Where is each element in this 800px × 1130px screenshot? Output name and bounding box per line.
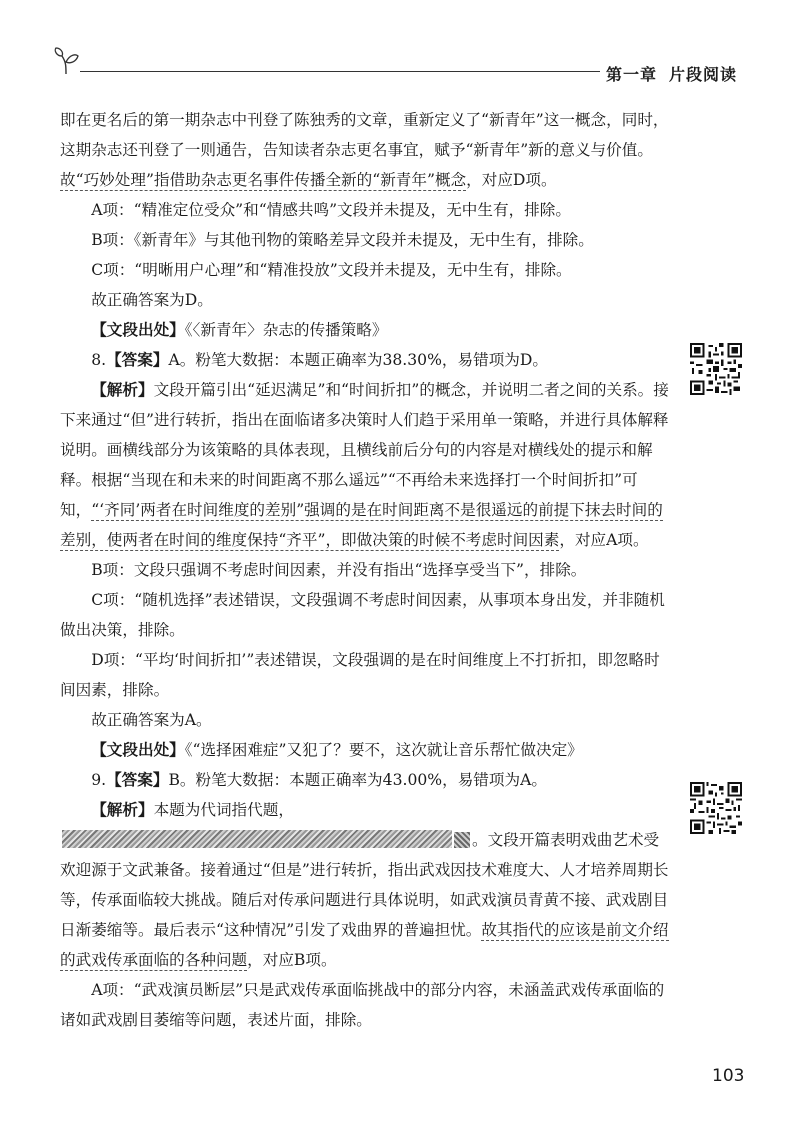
paragraph: A项：“武戏演员断层”只是武戏传承面临挑战中的部分内容，未涵盖武戏传承面临的诸如武戏剧目萎缩等问题，表述片面，排除。 [60, 981, 665, 1029]
answer-text: A。粉笔大数据：本题正确率为38.30%，易错项为D。 [168, 351, 548, 369]
answer-label: 【答案】 [106, 770, 169, 789]
dashed-underline-text: “‘齐同’两者在时间维度的差别”强调的是在时间距离不是很遥远的前提下抹去时间的差别，使两者在时间的维度保持“齐平”，即做决策的时候不考虑时间因素 [60, 501, 663, 549]
paragraph: B项：《新青年》与其他刊物的策略差异文段并未提及，无中生有，排除。 [91, 231, 594, 249]
leaf-icon [52, 46, 80, 76]
qr-code-icon[interactable] [690, 343, 742, 395]
header-rule [80, 71, 600, 72]
dashed-underline-text: 故“巧妙处理”指借助杂志更名事件传播全新的“新青年”概念 [60, 171, 467, 189]
paragraph: B项：文段只强调不考虑时间因素，并没有指出“选择享受当下”，排除。 [91, 561, 587, 579]
source-label: 【文段出处】 [91, 320, 185, 339]
analysis-label: 【解析】 [91, 800, 154, 819]
answer-line [60, 345, 672, 375]
source-title: 《〈新青年〉杂志的传播策略》 [184, 321, 388, 339]
question-number: 8. [91, 351, 107, 369]
paragraph: D项：“平均‘时间折扣’”表述错误，文段强调的是在时间维度上不打折扣，即忽略时间因素，排除。 [60, 651, 660, 699]
paragraph: C项：“明晰用户心理”和“精准投放”文段并未提及，无中生有，排除。 [91, 261, 572, 279]
text: 即在更名后的第一期杂志中刊登了陈独秀的文章，重新定义了“新青年”这一概念，同时，这期杂志还刊登了一则通告，告知读者杂志更名事宜，赋予“新青年”新的意义与价值。 [60, 111, 669, 159]
source-line [60, 735, 672, 765]
source-label: 【文段出处】 [91, 740, 185, 759]
answer-text: B。粉笔大数据：本题正确率为43.00%，易错项为A。 [168, 771, 547, 789]
chapter-title [606, 62, 737, 85]
answer-line [60, 765, 672, 795]
text: 本题为代词指代题， [153, 801, 294, 819]
page-header [0, 0, 800, 90]
qr-code-icon[interactable] [690, 782, 742, 834]
page-body [60, 105, 672, 1035]
redacted-text [454, 832, 470, 848]
section-title: 片段阅读 [669, 65, 738, 84]
text: 。文段开篇表明戏曲艺术受欢迎源于文武兼备。接着通过“但是”进行转折，指出武戏因技术难度大、人才培养周期长等，传承面临较大挑战。随后对传承问题进行具体说明，如武戏演员青黄不接、武戏剧目日渐萎缩等。最后表示“这种情况”引发了戏曲界的普遍担忧。 [60, 831, 669, 939]
chapter-number: 第一章 [606, 65, 658, 84]
paragraph: 故正确答案为A。 [91, 711, 212, 729]
analysis-paragraph [60, 795, 672, 975]
page-number: 103 [712, 1066, 745, 1086]
analysis-label: 【解析】 [91, 380, 154, 399]
paragraph [60, 105, 672, 195]
text: ，对应A项。 [559, 531, 649, 549]
paragraph: A项：“精准定位受众”和“情感共鸣”文段并未提及，无中生有，排除。 [91, 201, 571, 219]
paragraph: 故正确答案为D。 [91, 291, 213, 309]
redacted-text [62, 830, 452, 848]
dashed-underline-text: 故其指代的应该是前文介绍的武戏传承面临的各种问题 [60, 921, 669, 969]
analysis-paragraph [60, 375, 672, 555]
source-line [60, 315, 672, 345]
source-title: 《“选择困难症”又犯了？要不，这次就让音乐帮忙做决定》 [184, 741, 583, 759]
question-number: 9. [91, 771, 107, 789]
answer-label: 【答案】 [106, 350, 169, 369]
paragraph: C项：“随机选择”表述错误，文段强调不考虑时间因素，从事项本身出发，并非随机做出决策，排除。 [60, 591, 665, 639]
text: ，对应B项。 [247, 951, 337, 969]
text: 文段开篇引出“延迟满足”和“时间折扣”的概念，并说明二者之间的关系。接下来通过“但”进行转折，指出在面临诸多决策时人们趋于采用单一策略，并进行具体解释说明。画横线部分为该策略的具体表现，且横线前后分句的内容是对横线处的提示和解释。根据“当现在和未来的时间距离不那么遥远”“不再给未来选择打一个时间折扣”可知， [60, 381, 669, 519]
text: ，对应D项。 [466, 171, 557, 189]
